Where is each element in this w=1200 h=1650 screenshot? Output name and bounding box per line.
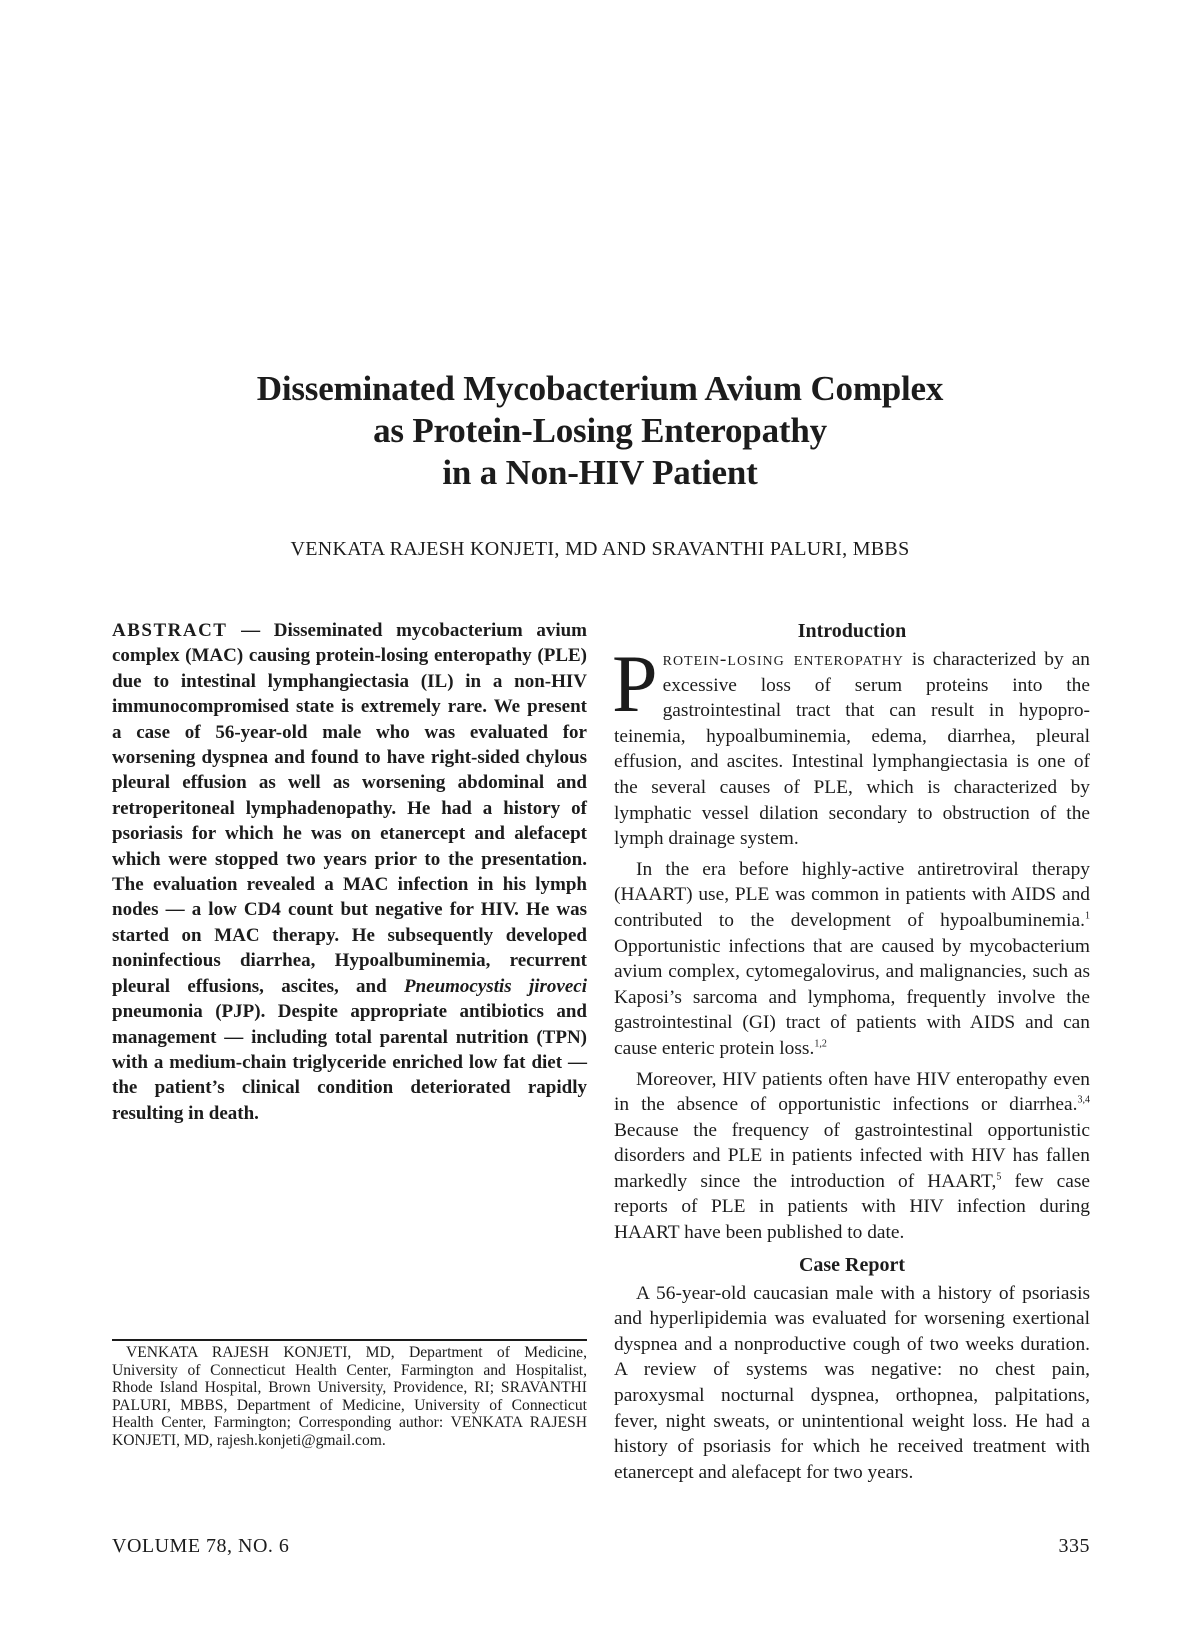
page-number: 335 <box>1058 1535 1090 1557</box>
title-line-2: as Protein-Losing Enteropathy <box>373 411 827 450</box>
body-column-right <box>614 617 1090 1490</box>
introduction-paragraph-3-text-b: Because the frequency of gastrointestinal opportunistic disorders and PLE in patients infected with HIV has fallen markedly since the introduction of HAART, <box>614 1119 1090 1192</box>
section-heading-introduction: Introduction <box>797 620 907 642</box>
article-title <box>150 368 1050 494</box>
introduction-paragraph-3 <box>614 1067 1090 1246</box>
author-line: VENKATA RAJESH KONJETI, MD AND SRAVANTHI PALURI, MBBS <box>290 538 910 560</box>
footnote-divider <box>112 1339 587 1341</box>
citation-sup: 5 <box>996 1171 1002 1183</box>
abstract-italic-term: Pneumocystis jiroveci <box>403 975 587 997</box>
introduction-paragraph-2-text-a: In the era before highly-active antiretroviral therapy (HAART) use, PLE was common in patients with AIDS and contributed to the development of hypoalbuminemia. <box>614 858 1090 931</box>
running-footer <box>112 1535 1090 1558</box>
abstract-text-end: pneumonia (PJP). Despite appropriate antibiotics and management — including total parental nutrition (TPN) with a medium-chain triglyceride enriched low fat diet —the patient’s clinical condition deteriorated rapidly resulting in death. <box>112 1001 587 1124</box>
author-affiliation-footnote: VENKATA RAJESH KONJETI, MD, Department of Medicine, University of Connecticut Health Center, Farmington and Hospitalist, Rhode Island Hospital, Brown University, Providence, RI; SRAVANTHI PALURI, MBBS, Department of Medicine, University of Connecticut Health Center, Farmington; Corresponding author: VENKATA RAJESH KONJETI, MD, rajesh.konjeti@gmail.com. <box>112 1344 587 1449</box>
abstract-keyword: ABSTRACT <box>112 620 228 641</box>
citation-sup: 3,4 <box>1077 1094 1090 1106</box>
lead-in-smallcaps: rotein-losing enteropathy <box>662 649 904 670</box>
introduction-paragraph-2 <box>614 857 1090 1062</box>
abstract-text: Disseminated mycobacterium avium complex (MAC) causing protein-losing enteropathy (PLE) due to intestinal lymphangiectasia (IL) in a non-HIV immunocompromised state is extremely rare. We present a case of 56-year-old male who was evaluated for worsening dyspnea and found to have right-sided chylous pleural effusion as well as worsening abdominal and retroperitoneal lymphadenopathy. He had a history of psoriasis for which he was on etanercept and alefacept which were stopped two years prior to the presentation. The evaluation revealed a MAC infection in his lymph nodes — a low CD4 count but negative for HIV. He was started on MAC therapy. He subsequently developed noninfectious diarrhea, Hypoalbuminemia, recurrent pleural effusions, ascites, and <box>112 620 587 997</box>
title-line-3: in a Non-HIV Patient <box>442 453 758 492</box>
section-heading-case-report: Case Report <box>798 1253 906 1276</box>
case-report-paragraph-1: A 56-year-old caucasian male with a history of psoriasis and hyperlipidemia was evaluated for worsening exertional dyspnea and a nonproductive cough of two weeks duration. A review of systems was negative: no chest pain, paroxysmal nocturnal dyspnea, orthopnea, palpitations, fever, night sweats, or unintentional weight loss. He had a history of psoriasis for which he received treatment with etanercept and alefacept for two years. <box>614 1282 1090 1483</box>
introduction-paragraph-1-text: is characterized by an excessive loss of serum proteins into the gastrointestinal tract that can result in hypoproteinemia, hypoalbuminemia, edema, diarrhea, pleural effusion, and ascites. Intestinal lymphangiectasia is one of the several causes of PLE, which is characterized by lymphatic vessel dilation secondary to obstruction of the lymph drainage system. <box>614 649 1090 850</box>
introduction-paragraph-2-text-b: Opportunistic infections that are caused by mycobacterium avium complex, cytomegalovirus, and malignancies, such as Kaposi’s sarcoma and lymphoma, frequently involve the gastrointestinal (GI) tract of patients with AIDS and can cause enteric protein loss. <box>614 935 1090 1059</box>
title-line-1: Disseminated Mycobacterium Avium Complex <box>256 369 944 408</box>
drop-cap: P <box>612 638 658 729</box>
abstract-dash: — <box>227 620 274 641</box>
volume-issue: VOLUME 78, NO. 6 <box>112 1535 290 1557</box>
citation-sup: 1 <box>1085 910 1090 922</box>
introduction-paragraph-3-text-a: Moreover, HIV patients often have HIV enteropathy even in the absence of opportunistic infections or diarrhea. <box>614 1068 1090 1116</box>
citation-sup: 1,2 <box>814 1038 827 1050</box>
abstract <box>112 618 587 1126</box>
introduction-paragraph-1 <box>612 638 1090 852</box>
introduction-paragraph-3-text-c: few case reports of PLE in patients with HIV infection during HAART have been published to date. <box>614 1170 1090 1244</box>
